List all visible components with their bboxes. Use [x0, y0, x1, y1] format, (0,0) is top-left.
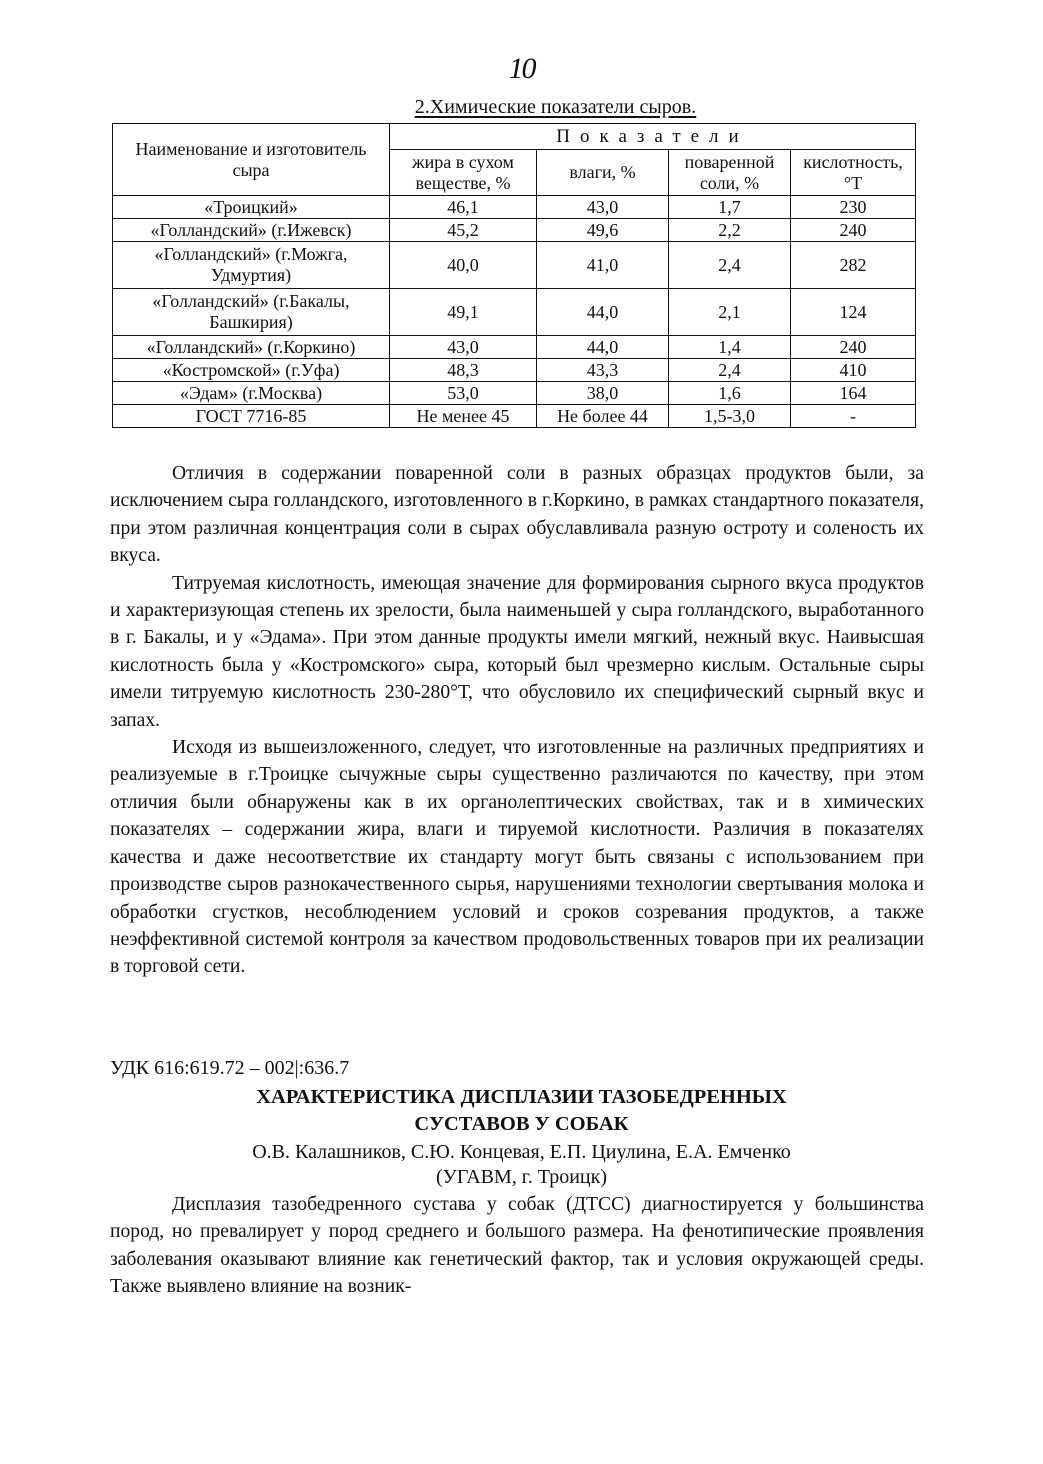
cell-salt: 1,6: [669, 382, 791, 405]
cell-fat: 53,0: [390, 382, 537, 405]
cell-name: ГОСТ 7716-85: [113, 405, 390, 428]
cell-name: «Голландский» (г.Бакалы, Башкирия): [113, 289, 390, 336]
cell-salt: 2,1: [669, 289, 791, 336]
cell-salt: 2,4: [669, 359, 791, 382]
cell-acidity: 230: [791, 196, 916, 219]
cell-salt: 1,4: [669, 336, 791, 359]
cell-moisture: 41,0: [537, 242, 669, 289]
cell-acidity: 164: [791, 382, 916, 405]
cell-acidity: 282: [791, 242, 916, 289]
cell-acidity: 410: [791, 359, 916, 382]
article-title: [0, 1084, 1043, 1138]
paragraph-intro: Дисплазия тазобедренного сустава у собак (ДТСС) диагностируется у большинства пород, но превалирует у пород среднего и большого размера. На фенотипические проявления заболевания оказывают влияние как генетический фактор, так и условия окружающей среды. Также выявлено влияние на возник-: [110, 1194, 924, 1298]
cell-fat: Не менее 45: [390, 405, 537, 428]
table-row: [113, 336, 916, 359]
cell-acidity: 240: [791, 336, 916, 359]
cell-name: «Голландский» (г.Коркино): [113, 336, 390, 359]
table-row: [113, 219, 916, 242]
cell-name: «Эдам» (г.Москва): [113, 382, 390, 405]
cell-fat: 40,0: [390, 242, 537, 289]
cell-salt: 2,2: [669, 219, 791, 242]
cell-moisture: 43,3: [537, 359, 669, 382]
paragraph-salt: Отличия в содержании поваренной соли в разных образцах продуктов были, за исключением сыра голландского, изготовленного в г.Коркино, в рамках стандартного показателя, при этом различная концентрация соли в сырах обуславливала разную остроту и соленость их вкуса.: [110, 463, 924, 567]
cell-salt: 1,5-3,0: [669, 405, 791, 428]
col-header-acidity: кислотность, °Т: [791, 150, 916, 196]
cell-fat: 46,1: [390, 196, 537, 219]
cheese-chemistry-table: [112, 123, 916, 428]
cell-acidity: 240: [791, 219, 916, 242]
cell-name: «Троицкий»: [113, 196, 390, 219]
cell-moisture: 44,0: [537, 289, 669, 336]
table-row: [113, 289, 916, 336]
cell-name: «Голландский» (г.Можга, Удмуртия): [113, 242, 390, 289]
col-header-salt: поваренной соли, %: [669, 150, 791, 196]
article-title-line2: СУСТАВОВ У СОБАК: [414, 1113, 629, 1135]
article-title-line1: ХАРАКТЕРИСТИКА ДИСПЛАЗИИ ТАЗОБЕДРЕННЫХ: [256, 1086, 787, 1108]
paragraph-acidity: Титруемая кислотность, имеющая значение для формирования сырного вкуса продуктов и характеризующая степень их зрелости, была наименьшей у сыра голландского, выработанного в г. Бакалы, и у «Эдама». При этом данные продукты имели мягкий, нежный вкус. Наивысшая кислотность была у «Костромского» сыра, который был чрезмерно кислым. Остальные сыры имели титруемую кислотность 230-280°Т, что обусловило их специфический сырный вкус и запах.: [110, 572, 924, 731]
cell-name: «Костромской» (г.Уфа): [113, 359, 390, 382]
table-row: [113, 359, 916, 382]
cell-moisture: Не более 44: [537, 405, 669, 428]
table-caption: 2.Химические показатели сыров.: [414, 96, 697, 118]
table-row: [113, 196, 916, 219]
col-header-moisture: влаги, %: [537, 150, 669, 196]
page-number: 10: [508, 52, 535, 85]
cell-acidity: -: [791, 405, 916, 428]
cell-fat: 45,2: [390, 219, 537, 242]
article-authors: О.В. Калашников, С.Ю. Концевая, Е.П. Циулина, Е.А. Емченко: [252, 1141, 791, 1163]
cell-moisture: 43,0: [537, 196, 669, 219]
cell-moisture: 49,6: [537, 219, 669, 242]
cell-salt: 2,4: [669, 242, 791, 289]
cell-fat: 48,3: [390, 359, 537, 382]
paragraph-conclusion: Исходя из вышеизложенного, следует, что изготовленные на различных предприятиях и реализуемые в г.Троицке сычужные сыры существенно различаются по качеству, при этом отличия были обнаружены как в их органолептических свойствах, так и в химических показателях – содержании жира, влаги и тируемой кислотности. Различия в показателях качества и даже несоответствие их стандарту могут быть связаны с использованием при производстве сыров разнокачественного сырья, нарушениями технологии свертывания молока и обработки сгустков, несоблюдением условий и сроков созревания продуктов, а также неэффективной системой контроля за качеством продовольственных товаров при их реализации в торговой сети.: [110, 737, 924, 978]
cell-fat: 43,0: [390, 336, 537, 359]
table-row: [113, 405, 916, 428]
cell-fat: 49,1: [390, 289, 537, 336]
cell-salt: 1,7: [669, 196, 791, 219]
col-header-group: Показатели: [390, 124, 916, 150]
table-row: [113, 242, 916, 289]
col-header-fat: жира в сухом веществе, %: [390, 150, 537, 196]
article-intro: [110, 1191, 924, 1301]
body-text: [110, 460, 924, 981]
cell-name: «Голландский» (г.Ижевск): [113, 219, 390, 242]
cell-moisture: 38,0: [537, 382, 669, 405]
table-row: [113, 382, 916, 405]
cell-acidity: 124: [791, 289, 916, 336]
col-header-name: Наименование и изготовитель сыра: [113, 124, 390, 196]
udc-code: УДК 616:619.72 – 002|:636.7: [110, 1057, 350, 1079]
article-affiliation: (УГАВМ, г. Троицк): [436, 1166, 607, 1188]
cell-moisture: 44,0: [537, 336, 669, 359]
